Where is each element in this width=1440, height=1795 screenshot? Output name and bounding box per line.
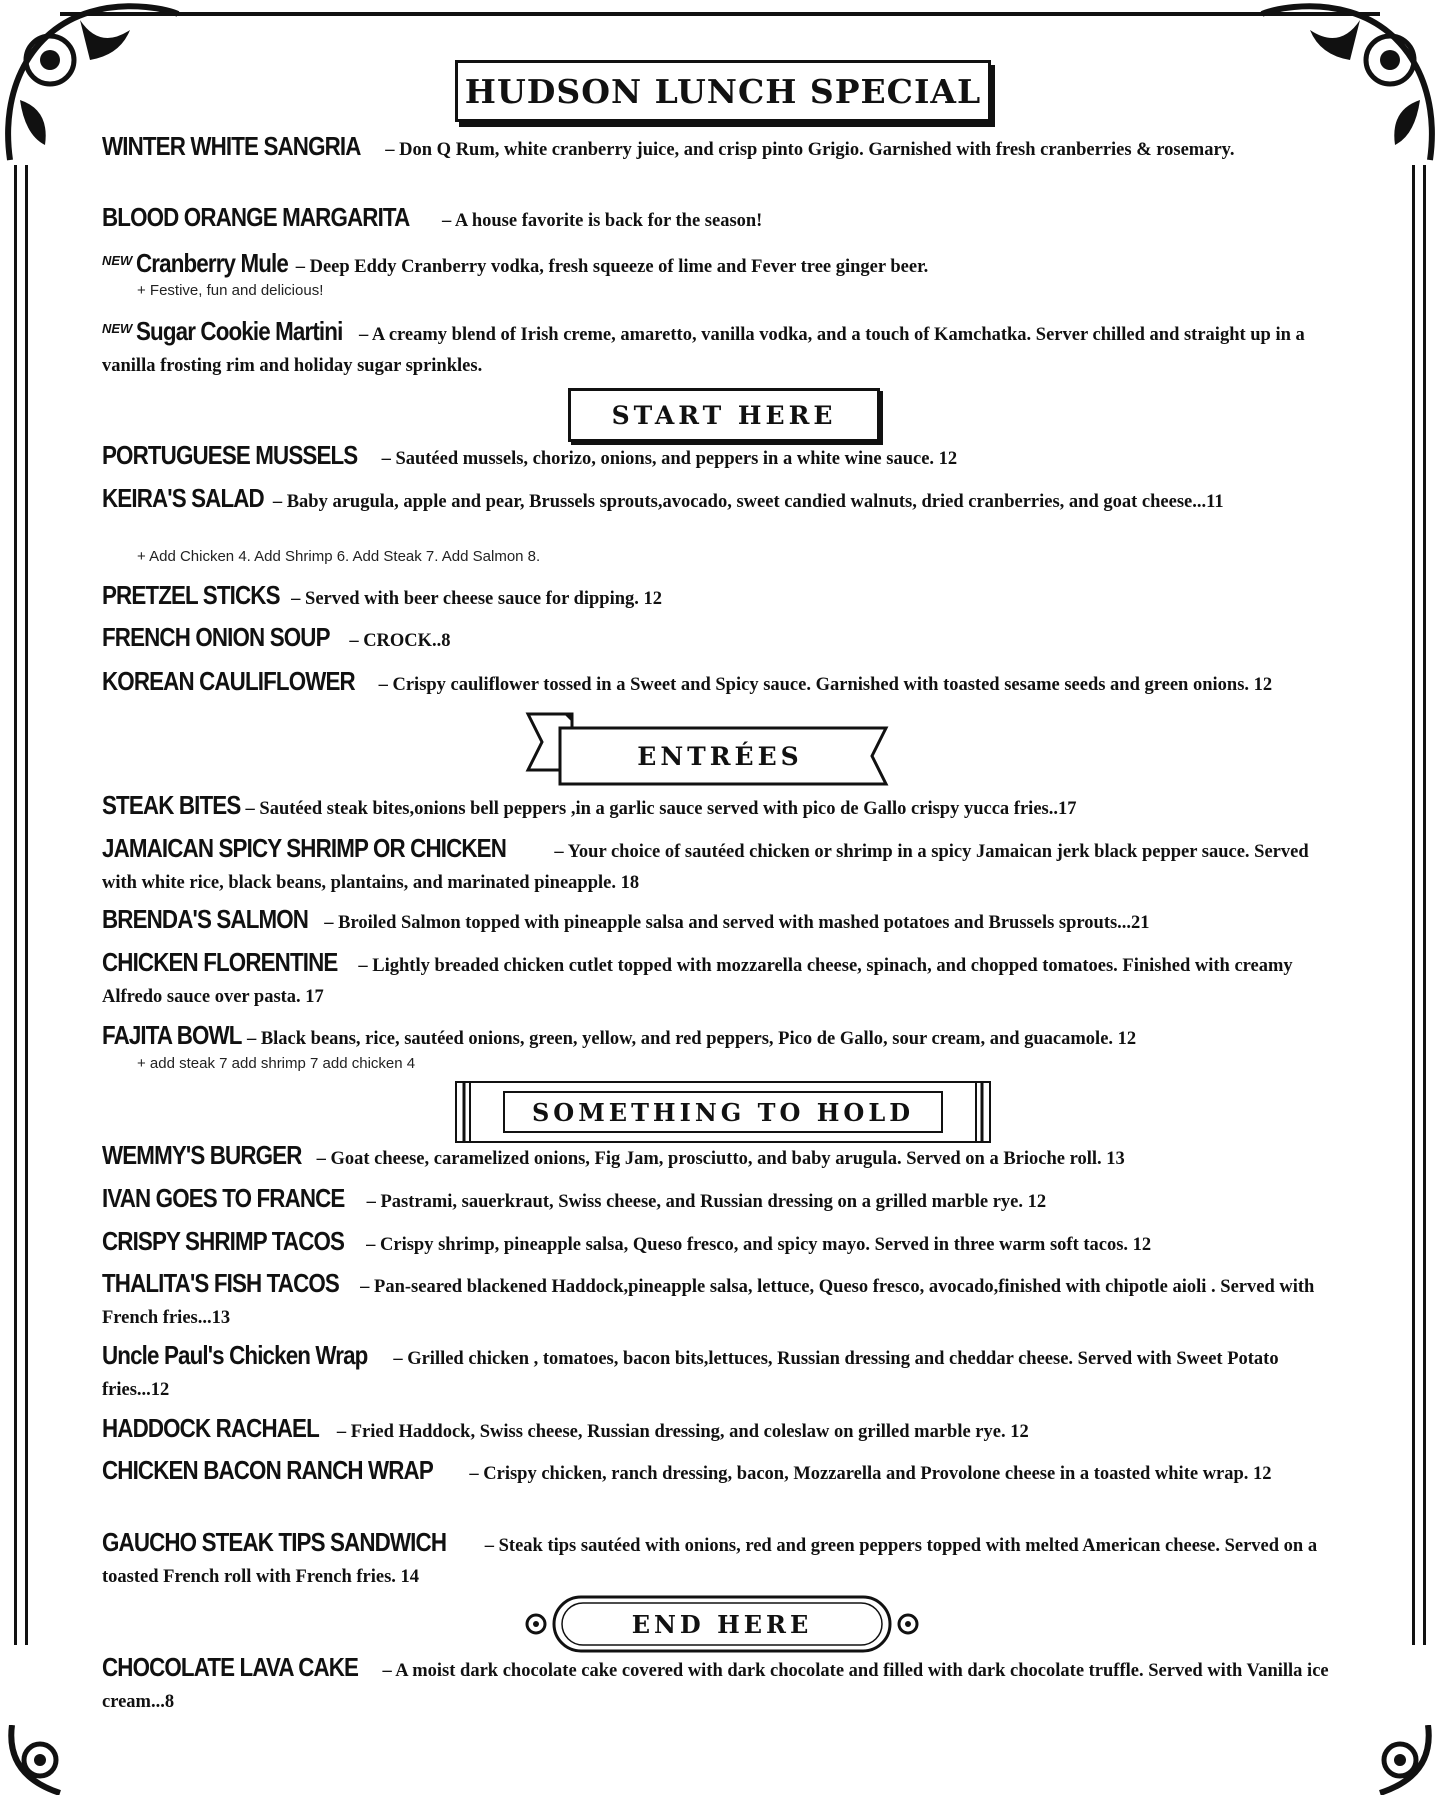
item-name: BLOOD ORANGE MARGARITA — [102, 202, 410, 232]
item-name: PRETZEL STICKS — [102, 580, 280, 610]
item-name: WEMMY'S BURGER — [102, 1140, 302, 1170]
item-name: FAJITA BOWL — [102, 1020, 242, 1050]
item-desc: Your choice of sautéed chicken or shrimp in a spicy Jamaican jerk black pepper sauce. Served with white rice, black beans, plantains, and marinated pineapple. 18 — [102, 842, 1309, 893]
menu-item: WEMMY'S BURGER – Goat cheese, caramelized onions, Fig Jam, prosciutto, and baby arugula. Served on a Brioche roll. 13 — [102, 1140, 1125, 1170]
item-name: IVAN GOES TO FRANCE — [102, 1183, 345, 1213]
corner-flourish-bottom-right-icon — [1360, 1725, 1440, 1795]
section-heading-hold: SOMETHING TO HOLD — [531, 1097, 915, 1127]
menu-item: KEIRA'S SALAD – Baby arugula, apple and pear, Brussels sprouts,avocado, sweet candied walnuts, dried cranberries, and goat cheese...11 — [102, 483, 1224, 513]
menu-item: $^{NEW}$ Cranberry Mule – Deep Eddy Cranberry vodka, fresh squeeze of lime and Fever tree ginger beer. — [102, 248, 929, 279]
item-name: KEIRA'S SALAD — [102, 483, 264, 513]
menu-item: PORTUGUESE MUSSELS – Sautéed mussels, chorizo, onions, and peppers in a white wine sauce. 12 — [102, 440, 958, 470]
item-desc: Crispy shrimp, pineapple salsa, Queso fresco, and spicy mayo. Served in three warm soft tacos. 12 — [380, 1235, 1152, 1255]
item-desc: Served with beer cheese sauce for dipping. 12 — [305, 589, 663, 609]
menu-item: GAUCHO STEAK TIPS SANDWICH – Steak tips sautéed with onions, red and green peppers topped with melted American cheese. Served on a toasted French roll with French fries. 14 — [102, 1527, 1318, 1587]
menu-item: JAMAICAN SPICY SHRIMP OR CHICKEN – Your choice of sautéed chicken or shrimp in a spicy Jamaican jerk black pepper sauce. Served with white rice, black beans, plantains, and marinated pineapple. 18 — [102, 833, 1309, 893]
menu-item: WINTER WHITE SANGRIA – Don Q Rum, white cranberry juice, and crisp pinto Grigio. Garnished with fresh cranberries & rosemary. — [102, 131, 1235, 161]
menu-item: CRISPY SHRIMP TACOS – Crispy shrimp, pineapple salsa, Queso fresco, and spicy mayo. Served in three warm soft tacos. 12 — [102, 1226, 1152, 1256]
menu-title: HUDSON LUNCH SPECIAL — [455, 60, 991, 122]
item-note: + add steak 7 add shrimp 7 add chicken 4 — [137, 1055, 416, 1072]
menu-item: STEAK BITES – Sautéed steak bites,onions bell peppers ,in a garlic sauce served with pico de Gallo crispy yucca fries..17 — [102, 790, 1077, 820]
item-name: GAUCHO STEAK TIPS SANDWICH — [102, 1527, 447, 1557]
menu-item: BLOOD ORANGE MARGARITA – A house favorite is back for the season! — [102, 202, 763, 232]
item-desc: A moist dark chocolate cake covered with dark chocolate and filled with dark chocolate truffle. Served with Vanilla ice cream...8 — [102, 1661, 1329, 1712]
item-name: STEAK BITES — [102, 790, 241, 820]
menu-item: CHICKEN BACON RANCH WRAP – Crispy chicken, ranch dressing, bacon, Mozzarella and Provolone cheese in a toasted white wrap. 12 — [102, 1455, 1272, 1485]
item-desc: A creamy blend of Irish creme, amaretto, vanilla vodka, and a touch of Kamchatka. Server chilled and straight up in a vanilla frosting rim and holiday sugar sprinkles. — [102, 325, 1305, 377]
item-name: Uncle Paul's Chicken Wrap — [102, 1340, 368, 1370]
item-desc: Steak tips sautéed with onions, red and green peppers topped with melted American cheese. Served on a toasted French roll with French fries. 14 — [102, 1536, 1318, 1587]
item-desc: Lightly breaded chicken cutlet topped with mozzarella cheese, spinach, and chopped tomatoes. Finished with creamy Alfredo sauce over pasta. 17 — [102, 956, 1293, 1007]
frame-left-border — [14, 165, 28, 1645]
item-desc: Grilled chicken , tomatoes, bacon bits,lettuces, Russian dressing and cheddar cheese. Served with Sweet Potato fries...12 — [102, 1349, 1279, 1400]
menu-item: CHOCOLATE LAVA CAKE – A moist dark chocolate cake covered with dark chocolate and filled with dark chocolate truffle. Served with Vanilla ice cream...8 — [102, 1652, 1329, 1712]
item-desc: Baby arugula, apple and pear, Brussels sprouts,avocado, sweet candied walnuts, dried cranberries, and goat cheese...11 — [286, 492, 1224, 512]
item-desc: Crispy cauliflower tossed in a Sweet and Spicy sauce. Garnished with toasted sesame seeds and green onions. 12 — [392, 675, 1273, 695]
menu-item: FRENCH ONION SOUP – CROCK..8 — [102, 622, 451, 652]
item-name: FRENCH ONION SOUP — [102, 622, 330, 652]
item-name: CHICKEN BACON RANCH WRAP — [102, 1455, 433, 1485]
frame-right-border — [1412, 165, 1426, 1645]
item-name: Cranberry Mule — [136, 248, 289, 279]
menu-item: CHICKEN FLORENTINE – Lightly breaded chicken cutlet topped with mozzarella cheese, spinach, and chopped tomatoes. Finished with creamy Alfredo sauce over pasta. 17 — [102, 947, 1293, 1007]
item-desc: Sautéed steak bites,onions bell peppers ,in a garlic sauce served with pico de Gallo crispy yucca fries..17 — [259, 799, 1077, 819]
item-name: JAMAICAN SPICY SHRIMP OR CHICKEN — [102, 833, 507, 863]
item-desc: Fried Haddock, Swiss cheese, Russian dressing, and coleslaw on grilled marble rye. 12 — [350, 1422, 1029, 1442]
item-name: BRENDA'S SALMON — [102, 904, 309, 934]
item-desc: Sautéed mussels, chorizo, onions, and peppers in a white wine sauce. 12 — [395, 449, 958, 469]
item-name: THALITA'S FISH TACOS — [102, 1268, 339, 1298]
menu-item: $^{NEW}$ Sugar Cookie Martini – A creamy blend of Irish creme, amaretto, vanilla vodka, and a touch of Kamchatka. Server chilled and straight up in a vanilla frosting rim and holiday sugar sprinkles. — [102, 316, 1305, 377]
item-name: CHICKEN FLORENTINE — [102, 947, 338, 977]
item-desc: Don Q Rum, white cranberry juice, and crisp pinto Grigio. Garnished with fresh cranberries & rosemary. — [399, 140, 1235, 160]
section-heading-start: START HERE — [568, 388, 880, 442]
item-name: CHOCOLATE LAVA CAKE — [102, 1652, 359, 1682]
menu-item: Uncle Paul's Chicken Wrap – Grilled chicken , tomatoes, bacon bits,lettuces, Russian dressing and cheddar cheese. Served with Sweet Potato fries...12 — [102, 1340, 1279, 1400]
item-desc: Pan-seared blackened Haddock,pineapple salsa, lettuce, Queso fresco, avocado,finished with chipotle aioli . Served with French fries...13 — [102, 1277, 1315, 1328]
new-badge: NEW — [102, 253, 133, 268]
item-note: + Add Chicken 4. Add Shrimp 6. Add Steak 7. Add Salmon 8. — [137, 548, 541, 565]
item-desc: Pastrami, sauerkraut, Swiss cheese, and Russian dressing on a grilled marble rye. 12 — [380, 1192, 1047, 1212]
new-badge: NEW — [102, 321, 133, 336]
menu-item: IVAN GOES TO FRANCE – Pastrami, sauerkraut, Swiss cheese, and Russian dressing on a grilled marble rye. 12 — [102, 1183, 1047, 1213]
item-name: HADDOCK RACHAEL — [102, 1413, 319, 1443]
menu-item: BRENDA'S SALMON – Broiled Salmon topped with pineapple salsa and served with mashed potatoes and Brussels sprouts...21 — [102, 904, 1150, 934]
item-desc: Goat cheese, caramelized onions, Fig Jam, prosciutto, and baby arugula. Served on a Brioche roll. 13 — [330, 1149, 1125, 1169]
menu-item: FAJITA BOWL – Black beans, rice, sautéed onions, green, yellow, and red peppers, Pico de Gallo, sour cream, and guacamole. 12 — [102, 1020, 1137, 1050]
item-desc: Broiled Salmon topped with pineapple salsa and served with mashed potatoes and Brussels sprouts...21 — [338, 913, 1150, 933]
menu-item: THALITA'S FISH TACOS – Pan-seared blackened Haddock,pineapple salsa, lettuce, Queso fresco, avocado,finished with chipotle aioli . Served with French fries...13 — [102, 1268, 1315, 1328]
item-name: PORTUGUESE MUSSELS — [102, 440, 358, 470]
menu-item: KOREAN CAULIFLOWER – Crispy cauliflower tossed in a Sweet and Spicy sauce. Garnished with toasted sesame seeds and green onions. 12 — [102, 666, 1273, 696]
frame-top-border — [60, 12, 1380, 16]
menu-item: PRETZEL STICKS – Served with beer cheese sauce for dipping. 12 — [102, 580, 663, 610]
item-name: KOREAN CAULIFLOWER — [102, 666, 355, 696]
section-heading-entrees: ENTRÉES — [637, 741, 803, 771]
item-name: Sugar Cookie Martini — [136, 316, 343, 347]
menu-item: HADDOCK RACHAEL – Fried Haddock, Swiss cheese, Russian dressing, and coleslaw on grilled marble rye. 12 — [102, 1413, 1029, 1443]
section-heading-end: END HERE — [631, 1609, 813, 1639]
item-desc: Black beans, rice, sautéed onions, green, yellow, and red peppers, Pico de Gallo, sour cream, and guacamole. 12 — [260, 1029, 1137, 1049]
item-desc: A house favorite is back for the season! — [454, 211, 763, 231]
item-desc: Deep Eddy Cranberry vodka, fresh squeeze of lime and Fever tree ginger beer. — [309, 257, 929, 278]
corner-flourish-bottom-left-icon — [0, 1725, 80, 1795]
item-desc: Crispy chicken, ranch dressing, bacon, Mozzarella and Provolone cheese in a toasted white wrap. 12 — [483, 1464, 1272, 1484]
item-name: CRISPY SHRIMP TACOS — [102, 1226, 345, 1256]
item-note: + Festive, fun and delicious! — [137, 282, 324, 299]
item-name: WINTER WHITE SANGRIA — [102, 131, 361, 161]
item-desc: CROCK..8 — [363, 631, 451, 651]
